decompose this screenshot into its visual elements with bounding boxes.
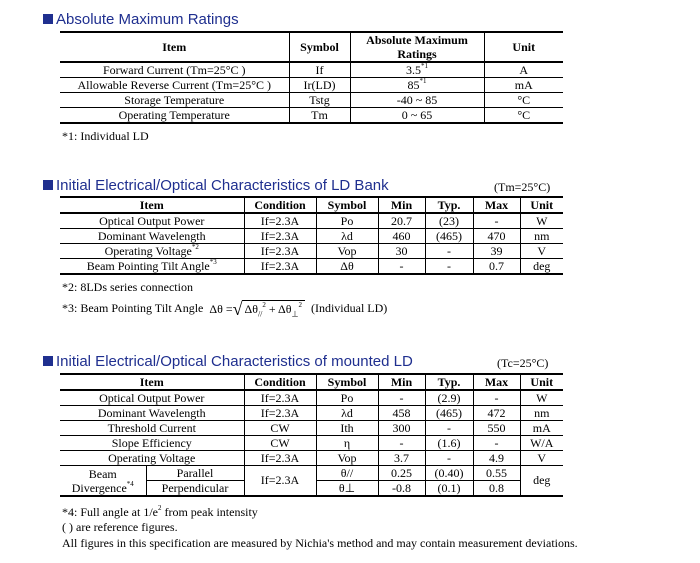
symbol-cell: Po <box>316 213 378 229</box>
table-row <box>60 436 563 451</box>
value-cell: 3.5$^{*1}$ <box>350 62 484 78</box>
min-cell: - <box>378 436 425 451</box>
typ-cell: (23) <box>425 213 473 229</box>
col-header-item: Item <box>60 374 244 390</box>
measurement-disclaimer: All figures in this specification are measured by Nichia's method and may contain measurement deviations. <box>62 536 578 550</box>
unit-cell: nm <box>520 406 563 421</box>
sub-item-perpendicular: Perpendicular <box>146 481 244 497</box>
footnote-ref: *1 <box>419 76 427 85</box>
beam-divergence-label: Beam Divergence$^{*4}$ <box>60 466 146 497</box>
col-header-condition: Condition <box>244 197 316 213</box>
min-cell: - <box>378 259 425 275</box>
item-cell: Dominant Wavelength <box>60 229 244 244</box>
symbol-cell: Vop <box>316 244 378 259</box>
min-cell: -0.8 <box>378 481 425 497</box>
typ-cell: (465) <box>425 229 473 244</box>
absolute-max-ratings-table <box>60 31 563 124</box>
symbol-cell: Ir(LD) <box>289 78 350 93</box>
table-header-row <box>60 374 563 390</box>
item-cell: Operating Temperature <box>60 108 289 124</box>
min-cell: - <box>378 390 425 406</box>
section2-title: Initial Electrical/Optical Characteristics of LD Bank <box>43 177 389 194</box>
unit-cell: nm <box>520 229 563 244</box>
table-row <box>60 466 563 481</box>
condition-cell: CW <box>244 421 316 436</box>
max-cell: - <box>473 390 520 406</box>
col-header-min: Min <box>378 374 425 390</box>
symbol-cell: θ// <box>316 466 378 481</box>
col-header-condition: Condition <box>244 374 316 390</box>
min-cell: 300 <box>378 421 425 436</box>
condition-cell: If=2.3A <box>244 259 316 275</box>
typ-cell: (465) <box>425 406 473 421</box>
item-cell: Allowable Reverse Current (Tm=25°C ) <box>60 78 289 93</box>
typ-cell: - <box>425 244 473 259</box>
col-header-ratings: Absolute Maximum Ratings <box>350 32 484 62</box>
col-header-symbol: Symbol <box>316 197 378 213</box>
col-header-item: Item <box>60 32 289 62</box>
symbol-cell: Tm <box>289 108 350 124</box>
footnote-ref: *2 <box>191 242 199 251</box>
footnote-2: *2: 8LDs series connection <box>62 280 193 294</box>
min-cell: 30 <box>378 244 425 259</box>
col-header-typ: Typ. <box>425 197 473 213</box>
condition-cell: CW <box>244 436 316 451</box>
col-header-unit: Unit <box>520 374 563 390</box>
col-header-max: Max <box>473 197 520 213</box>
footnote-4: *4: Full angle at $1/e^2$ from peak intensity <box>62 504 258 519</box>
typ-cell: (0.40) <box>425 466 473 481</box>
footnote-1: *1: Individual LD <box>62 129 149 143</box>
symbol-cell: λd <box>316 229 378 244</box>
col-header-min: Min <box>378 197 425 213</box>
typ-cell: (2.9) <box>425 390 473 406</box>
table-header-row <box>60 197 563 213</box>
table-row <box>60 78 563 93</box>
sqrt-icon: √ <box>232 299 243 320</box>
min-cell: 460 <box>378 229 425 244</box>
symbol-cell: If <box>289 62 350 78</box>
condition-cell: If=2.3A <box>244 244 316 259</box>
sub-item-parallel: Parallel <box>146 466 244 481</box>
symbol-cell: η <box>316 436 378 451</box>
unit-cell: V <box>520 451 563 466</box>
max-cell: 0.55 <box>473 466 520 481</box>
symbol-cell: Vop <box>316 451 378 466</box>
square-bullet-icon <box>43 180 53 190</box>
item-cell: Optical Output Power <box>60 390 244 406</box>
table-header-row <box>60 32 563 62</box>
symbol-cell: Tstg <box>289 93 350 108</box>
table-row <box>60 229 563 244</box>
condition-cell: If=2.3A <box>244 406 316 421</box>
table-row <box>60 93 563 108</box>
square-bullet-icon <box>43 356 53 366</box>
max-cell: 0.8 <box>473 481 520 497</box>
col-header-item: Item <box>60 197 244 213</box>
section2-condition: (Tm=25°C) <box>494 180 551 194</box>
max-cell: 472 <box>473 406 520 421</box>
condition-cell: If=2.3A <box>244 213 316 229</box>
mounted-ld-characteristics-table <box>60 373 563 497</box>
unit-cell: W/A <box>520 436 563 451</box>
table-row <box>60 62 563 78</box>
max-cell: - <box>473 213 520 229</box>
typ-cell: - <box>425 421 473 436</box>
col-header-symbol: Symbol <box>316 374 378 390</box>
section1-title: Absolute Maximum Ratings <box>43 11 239 28</box>
unit-cell: V <box>520 244 563 259</box>
section3-title: Initial Electrical/Optical Characteristics of mounted LD <box>43 353 413 370</box>
typ-cell: (1.6) <box>425 436 473 451</box>
max-cell: 0.7 <box>473 259 520 275</box>
unit-cell: mA <box>484 78 563 93</box>
table-row <box>60 421 563 436</box>
max-cell: - <box>473 436 520 451</box>
symbol-cell: Ith <box>316 421 378 436</box>
tilt-angle-formula: Δθ = √ $\Delta\theta_{//}^2 + \Delta\theta_\perp^2$ <box>209 300 305 318</box>
table-row <box>60 451 563 466</box>
item-cell: Slope Efficiency <box>60 436 244 451</box>
typ-cell: (0.1) <box>425 481 473 497</box>
min-cell: 0.25 <box>378 466 425 481</box>
col-header-max: Max <box>473 374 520 390</box>
symbol-cell: Po <box>316 390 378 406</box>
min-cell: 20.7 <box>378 213 425 229</box>
max-cell: 470 <box>473 229 520 244</box>
table-row <box>60 108 563 124</box>
square-bullet-icon <box>43 14 53 24</box>
symbol-cell: λd <box>316 406 378 421</box>
footnote-ref: *4 <box>126 479 134 488</box>
table-row <box>60 213 563 229</box>
typ-cell: - <box>425 259 473 275</box>
condition-cell: If=2.3A <box>244 451 316 466</box>
unit-cell: W <box>520 390 563 406</box>
item-cell: Operating Voltage <box>60 451 244 466</box>
max-cell: 550 <box>473 421 520 436</box>
ld-bank-characteristics-table <box>60 196 563 275</box>
unit-cell: deg <box>520 259 563 275</box>
value-cell: 0 ~ 65 <box>350 108 484 124</box>
section3-condition: (Tc=25°C) <box>497 356 549 370</box>
unit-cell: mA <box>520 421 563 436</box>
typ-cell: - <box>425 451 473 466</box>
unit-cell: °C <box>484 93 563 108</box>
condition-cell: If=2.3A <box>244 390 316 406</box>
unit-cell: W <box>520 213 563 229</box>
item-cell: Operating Voltage$^{*2}$ <box>60 244 244 259</box>
table-row <box>60 406 563 421</box>
unit-cell: °C <box>484 108 563 124</box>
symbol-cell: θ⊥ <box>316 481 378 497</box>
item-cell: Optical Output Power <box>60 213 244 229</box>
col-header-unit: Unit <box>484 32 563 62</box>
item-cell: Storage Temperature <box>60 93 289 108</box>
footnote-ref: *3 <box>209 257 217 266</box>
col-header-symbol: Symbol <box>289 32 350 62</box>
unit-cell: A <box>484 62 563 78</box>
condition-cell: If=2.3A <box>244 466 316 497</box>
footnote-3: *3: Beam Pointing Tilt Angle Δθ = √ $\Delta\theta_{//}^2 + \Delta\theta_\perp^2$ (Individual LD) <box>62 299 388 320</box>
value-cell: -40 ~ 85 <box>350 93 484 108</box>
item-cell: Threshold Current <box>60 421 244 436</box>
table-row <box>60 259 563 275</box>
table-row <box>60 390 563 406</box>
item-cell: Forward Current (Tm=25°C ) <box>60 62 289 78</box>
min-cell: 458 <box>378 406 425 421</box>
unit-cell: deg <box>520 466 563 497</box>
col-header-unit: Unit <box>520 197 563 213</box>
min-cell: 3.7 <box>378 451 425 466</box>
col-header-typ: Typ. <box>425 374 473 390</box>
max-cell: 4.9 <box>473 451 520 466</box>
value-cell: 85$^{*1}$ <box>350 78 484 93</box>
item-cell: Beam Pointing Tilt Angle$^{*3}$ <box>60 259 244 275</box>
footnote-ref: *1 <box>421 61 428 70</box>
reference-note: ( ) are reference figures. <box>62 520 178 534</box>
table-row <box>60 244 563 259</box>
symbol-cell: Δθ <box>316 259 378 275</box>
max-cell: 39 <box>473 244 520 259</box>
condition-cell: If=2.3A <box>244 229 316 244</box>
item-cell: Dominant Wavelength <box>60 406 244 421</box>
